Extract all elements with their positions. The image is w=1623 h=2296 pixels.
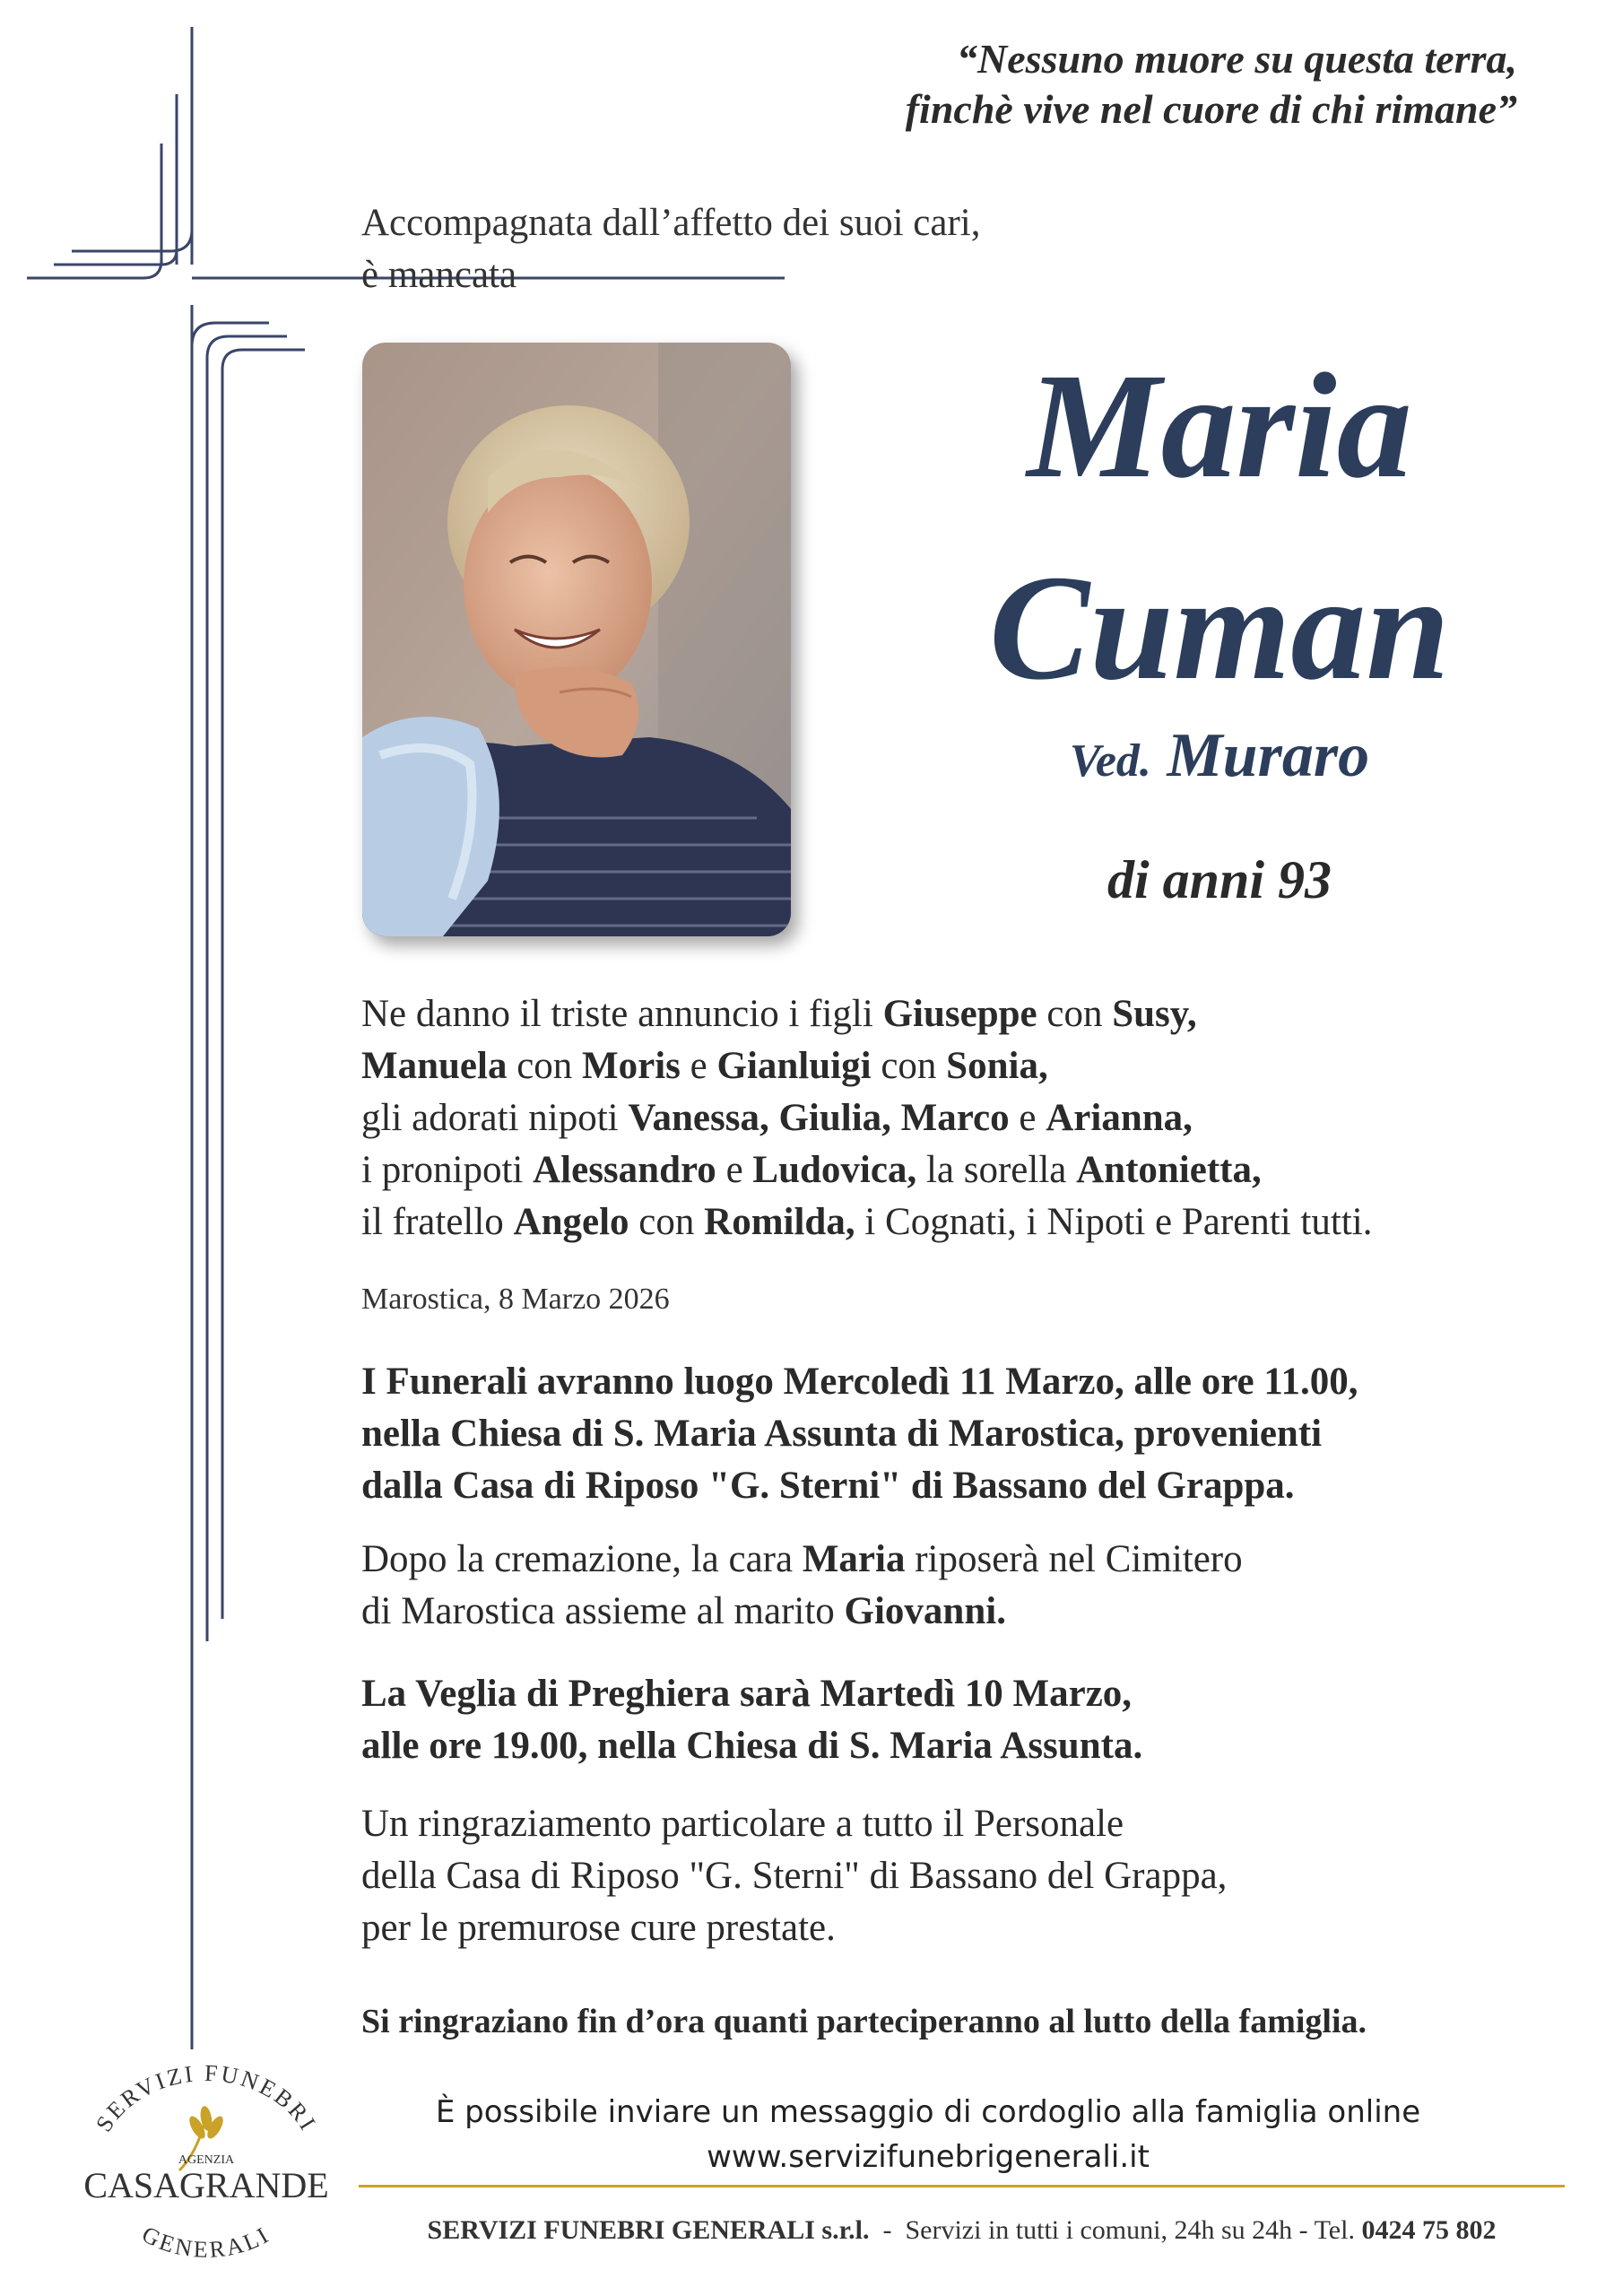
gold-divider <box>359 2185 1565 2187</box>
text-segment: con <box>871 1045 947 1087</box>
thanks-text <box>361 1798 1581 1954</box>
text-segment: e <box>680 1045 717 1087</box>
funeral-line-3: dalla Casa di Riposo "G. Sterni" di Bassano del Grappa. <box>361 1465 1295 1507</box>
quote-line-1: “Nessuno muore su questa terra, <box>957 36 1517 82</box>
logo-name: CASAGRANDE <box>83 2165 329 2205</box>
widow-line <box>897 718 1542 800</box>
footer <box>359 2215 1565 2246</box>
deceased-last-name: Cuman <box>989 544 1450 711</box>
name-highlight: Romilda, <box>704 1201 855 1243</box>
logo-agency: AGENZIA <box>178 2153 235 2167</box>
epigraph-quote <box>710 34 1517 135</box>
text-segment: di Marostica assieme al marito <box>361 1590 845 1632</box>
final-thanks: Si ringraziano fin d’ora quanti parteciperanno al lutto della famiglia. <box>361 2003 1367 2040</box>
services-text: - Servizi in tutti i comuni, 24h su 24h - Tel. <box>869 2215 1362 2245</box>
text-segment: con <box>629 1201 705 1243</box>
text-segment: il fratello <box>361 1201 514 1243</box>
vigil-line-2: alle ore 19.00, nella Chiesa di S. Maria Assunta. <box>361 1725 1143 1767</box>
announcement-line-4 <box>361 1144 1581 1196</box>
logo-top-text: SERVIZI FUNEBRI <box>91 2063 323 2137</box>
name-highlight: Maria <box>802 1538 906 1580</box>
announcement-text <box>361 988 1581 1248</box>
logo-bottom-text: GENERALI <box>137 2221 275 2263</box>
thanks-line-1: Un ringraziamento particolare a tutto il Personale <box>361 1803 1124 1845</box>
online-line-1: È possibile inviare un messaggio di cordoglio alla famiglia online <box>435 2094 1421 2130</box>
announcement-line-2 <box>361 1040 1581 1092</box>
vigil-line-1: La Veglia di Preghiera sarà Martedì 10 Marzo, <box>361 1673 1133 1715</box>
casagrande-logo <box>63 2063 350 2269</box>
text-segment: gli adorati nipoti <box>361 1097 629 1139</box>
text-segment: i Cognati, i Nipoti e Parenti tutti. <box>855 1201 1373 1243</box>
name-highlight: Arianna, <box>1046 1097 1193 1139</box>
thanks-line-2: della Casa di Riposo "G. Sterni" di Bassano del Grappa, <box>361 1855 1228 1897</box>
funeral-info <box>361 1356 1581 1512</box>
portrait-image <box>362 343 791 936</box>
name-highlight: Giuseppe <box>882 993 1037 1035</box>
widow-name: Muraro <box>1167 721 1370 790</box>
text-segment: riposerà nel Cimitero <box>905 1538 1243 1580</box>
announcement-line-1 <box>361 988 1581 1040</box>
name-highlight: Gianluigi <box>716 1045 872 1087</box>
text-segment: i pronipoti <box>361 1149 534 1191</box>
name-highlight: Sonia, <box>946 1045 1048 1087</box>
text-segment: Dopo la cremazione, la cara <box>361 1538 803 1580</box>
cremation-line-1 <box>361 1534 1581 1586</box>
text-segment: e <box>716 1149 753 1191</box>
funeral-line-2: nella Chiesa di S. Maria Assunta di Marostica, provenienti <box>361 1413 1323 1455</box>
announcement-line-3 <box>361 1092 1581 1144</box>
text-segment: con <box>1037 993 1113 1035</box>
phone-number: 0424 75 802 <box>1361 2215 1497 2245</box>
intro-line-1: Accompagnata dall’affetto dei suoi cari, <box>361 202 981 244</box>
text-segment: con <box>507 1045 583 1087</box>
name-highlight: Moris <box>582 1045 681 1087</box>
deceased-photo <box>362 343 791 936</box>
announcement-line-5 <box>361 1196 1581 1248</box>
intro-text <box>361 197 981 301</box>
funeral-line-1: I Funerali avranno luogo Mercoledì 11 Marzo, alle ore 11.00, <box>361 1361 1358 1403</box>
text-segment: e <box>1009 1097 1046 1139</box>
name-highlight: Antonietta, <box>1076 1149 1262 1191</box>
text-segment: la sorella <box>916 1149 1077 1191</box>
name-highlight: Giovanni. <box>844 1590 1006 1632</box>
widow-prefix: Ved. <box>1069 735 1151 787</box>
vigil-info <box>361 1668 1581 1772</box>
name-highlight: Ludovica, <box>752 1149 917 1191</box>
text-segment: Ne danno il triste annuncio i figli <box>361 993 883 1035</box>
company-name: SERVIZI FUNEBRI GENERALI s.r.l. <box>427 2215 870 2245</box>
name-highlight: Manuela <box>361 1045 508 1087</box>
cremation-info <box>361 1534 1581 1638</box>
deceased-first-name: Maria <box>1027 343 1412 509</box>
online-condolences <box>341 2090 1515 2179</box>
website-link[interactable]: www.servizifunebrigenerali.it <box>707 2139 1150 2175</box>
quote-line-2: finchè vive nel cuore di chi rimane” <box>905 86 1517 132</box>
cremation-line-2 <box>361 1586 1581 1638</box>
place-date: Marostica, 8 Marzo 2026 <box>361 1283 670 1316</box>
thanks-line-3: per le premurose cure prestate. <box>361 1907 836 1949</box>
age: di anni 93 <box>1107 850 1332 909</box>
intro-line-2: è mancata <box>361 254 517 296</box>
name-highlight: Alessandro <box>533 1149 716 1191</box>
name-highlight: Susy, <box>1112 993 1197 1035</box>
name-highlight: Vanessa, Giulia, Marco <box>628 1097 1010 1139</box>
name-highlight: Angelo <box>513 1201 629 1243</box>
